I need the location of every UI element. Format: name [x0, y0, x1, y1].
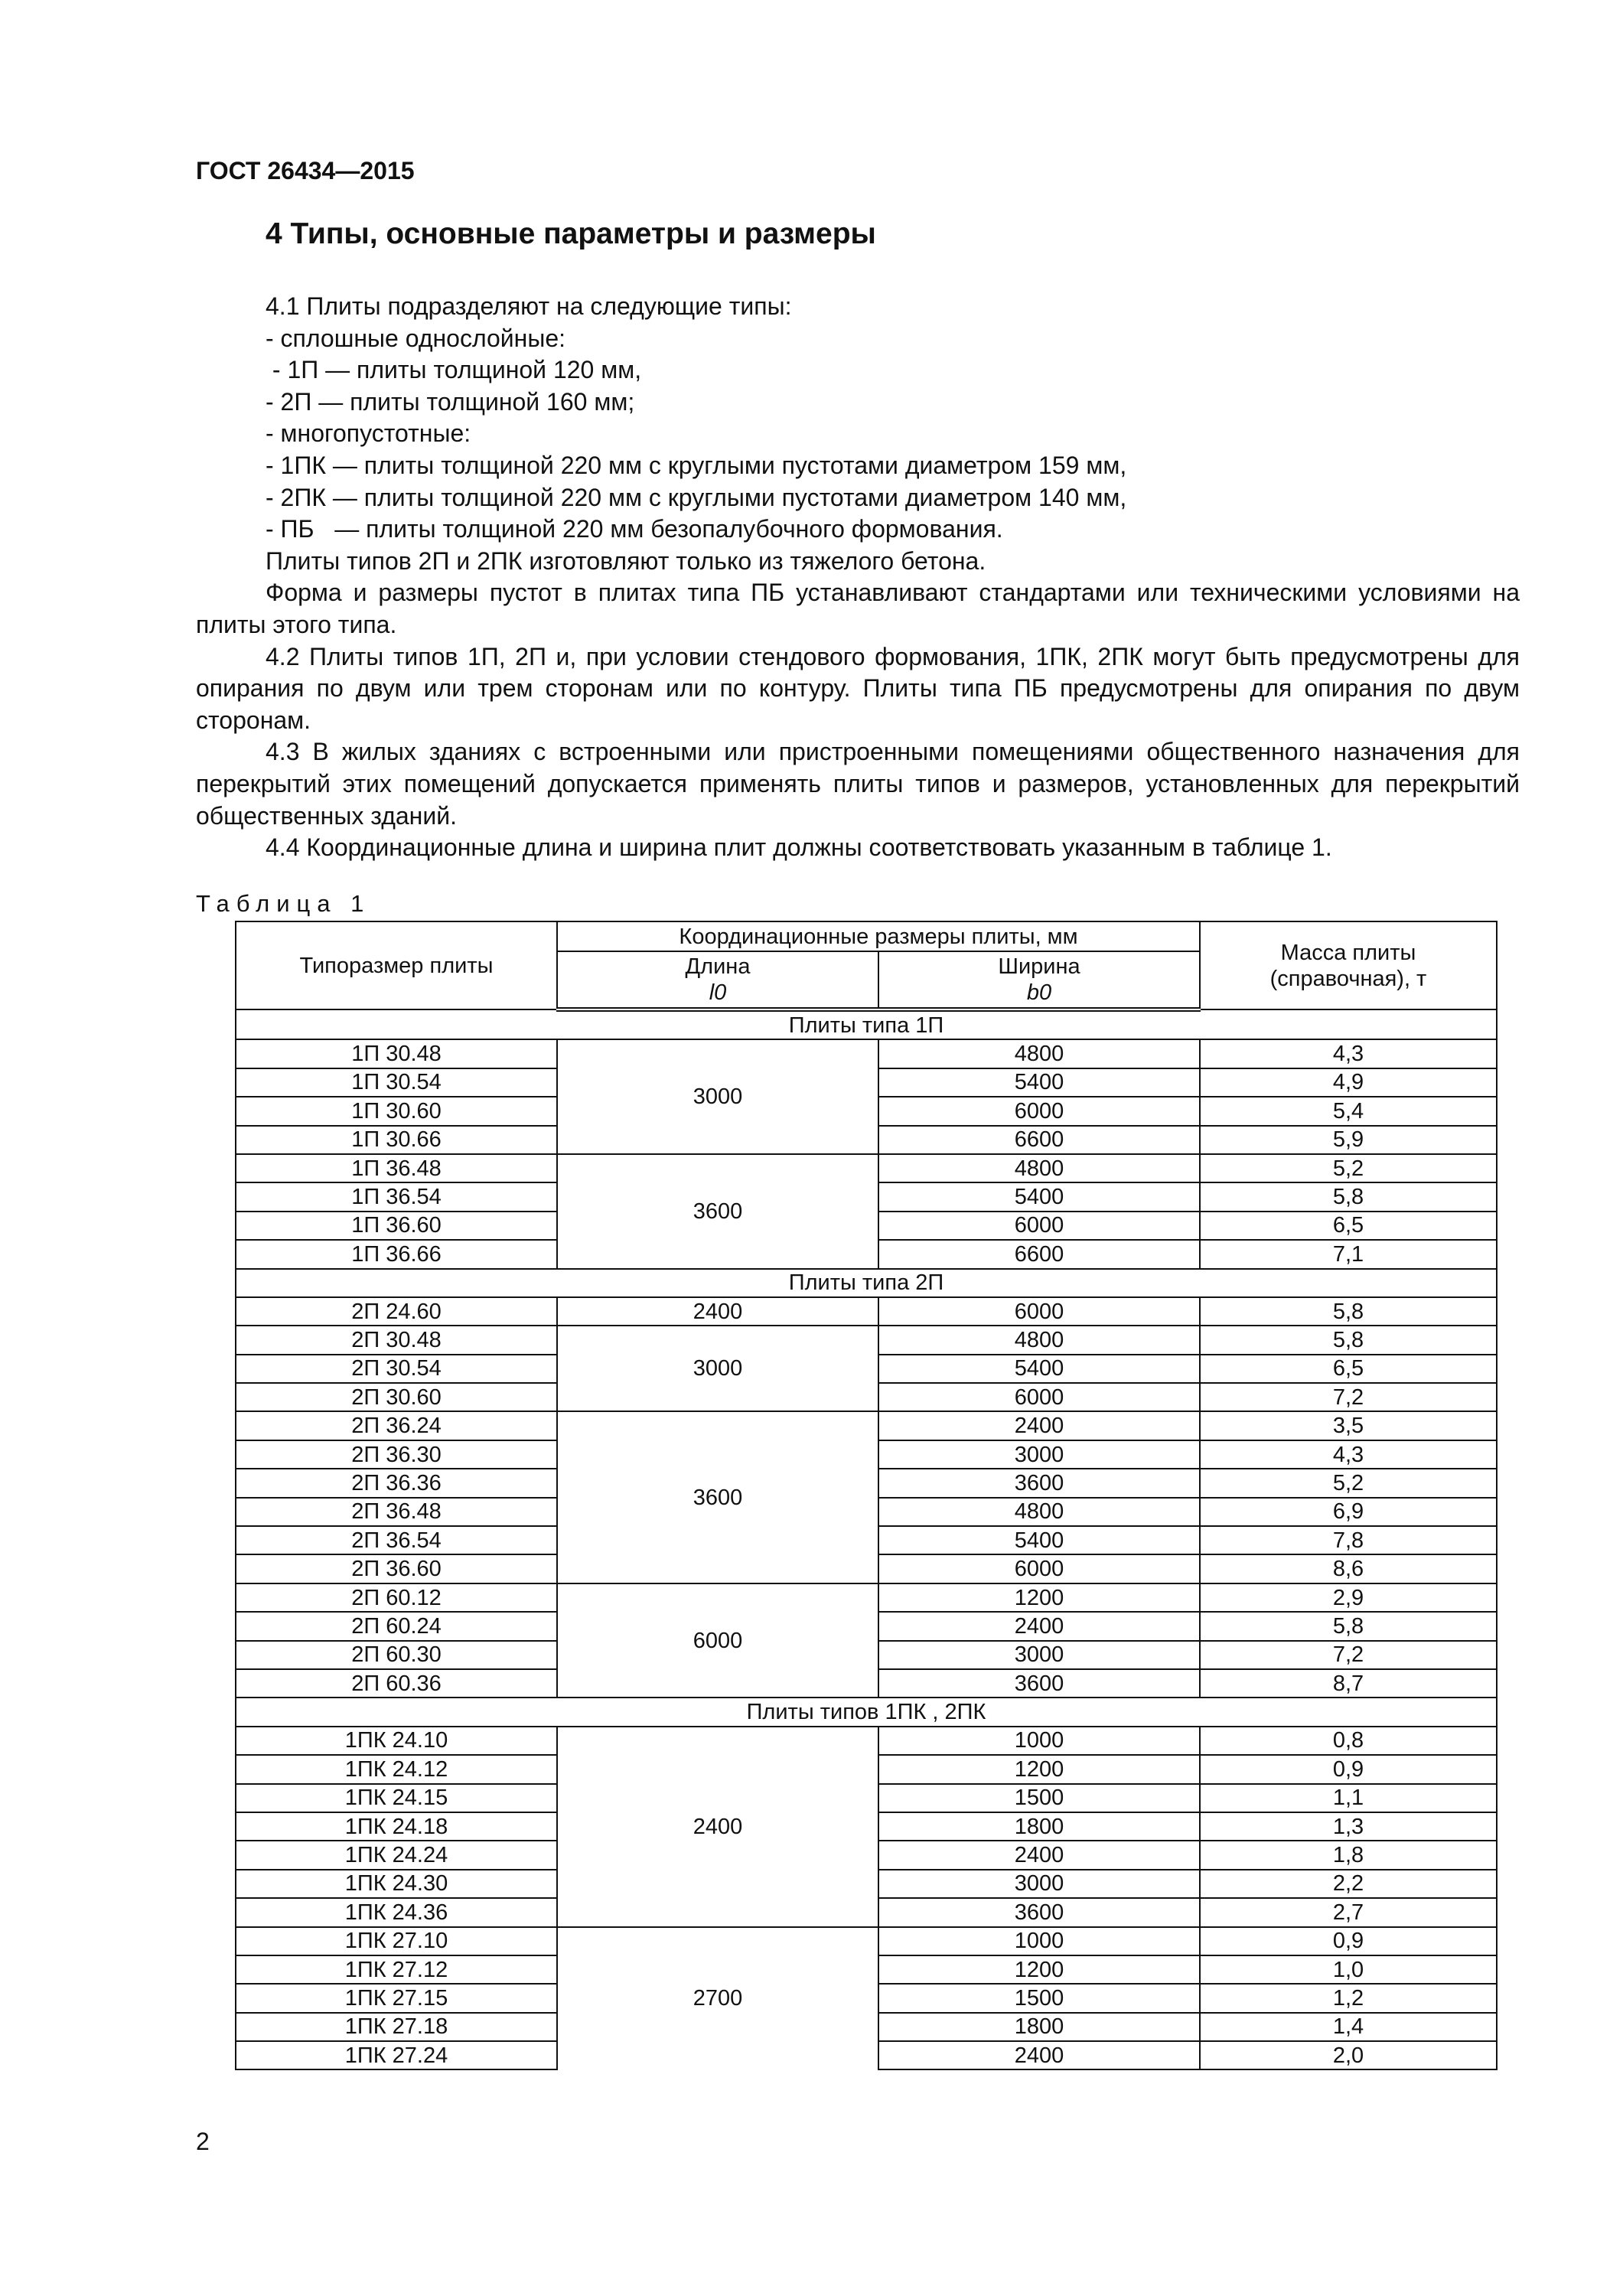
- table-row: [236, 1927, 1497, 1955]
- cell-width: 1200: [878, 1755, 1200, 1783]
- cell-mass: 5,4: [1200, 1097, 1497, 1125]
- cell-width: 3600: [878, 1898, 1200, 1926]
- cell-mass: 7,2: [1200, 1383, 1497, 1411]
- list-item: - многопустотные:: [266, 419, 471, 448]
- cell-width: 4800: [878, 1039, 1200, 1068]
- cell-width: 5400: [878, 1355, 1200, 1383]
- header-length: [557, 951, 878, 1009]
- cell-type: 1ПК 24.18: [236, 1812, 557, 1841]
- cell-mass: 3,5: [1200, 1411, 1497, 1440]
- list-item: - 2П — плиты толщиной 160 мм;: [266, 387, 635, 416]
- cell-type: 1П 36.48: [236, 1154, 557, 1182]
- cell-width: 2400: [878, 1612, 1200, 1640]
- table-body: [236, 1009, 1497, 2069]
- cell-mass: 5,2: [1200, 1154, 1497, 1182]
- cell-mass: 1,2: [1200, 1984, 1497, 2012]
- cell-mass: 1,4: [1200, 2013, 1497, 2041]
- list-item: - 1ПК — плиты толщиной 220 мм с круглыми пустотами диаметром 159 мм,: [266, 451, 1127, 479]
- cell-width: 6600: [878, 1240, 1200, 1268]
- cell-length: 6000: [557, 1583, 878, 1698]
- cell-width: 4800: [878, 1154, 1200, 1182]
- cell-type: 2П 36.48: [236, 1498, 557, 1526]
- table-row: [236, 1583, 1497, 1612]
- header-mass-label: Масса плиты (справочная), т: [1269, 940, 1427, 991]
- cell-type: 1ПК 24.12: [236, 1755, 557, 1783]
- cell-width: 6000: [878, 1554, 1200, 1583]
- cell-width: 5400: [878, 1182, 1200, 1211]
- header-coord: Координационные размеры плиты, мм: [557, 921, 1200, 951]
- cell-mass: 4,3: [1200, 1440, 1497, 1469]
- cell-type: 1ПК 27.24: [236, 2041, 557, 2069]
- cell-length: 2700: [557, 1927, 878, 2070]
- cell-type: 2П 60.36: [236, 1669, 557, 1698]
- cell-width: 6000: [878, 1297, 1200, 1326]
- table-row: [236, 1297, 1497, 1326]
- paragraph: Плиты типов 2П и 2ПК изготовляют только из тяжелого бетона.: [266, 546, 986, 575]
- cell-type: 1П 30.48: [236, 1039, 557, 1068]
- cell-mass: 1,3: [1200, 1812, 1497, 1841]
- cell-mass: 2,2: [1200, 1870, 1497, 1898]
- document-id: ГОСТ 26434—2015: [196, 157, 415, 184]
- cell-width: 6600: [878, 1126, 1200, 1154]
- header-length-symbol: l0: [709, 980, 727, 1005]
- table-row: [236, 1039, 1497, 1068]
- cell-mass: 7,8: [1200, 1526, 1497, 1554]
- cell-width: 2400: [878, 1841, 1200, 1869]
- cell-mass: 5,8: [1200, 1297, 1497, 1326]
- cell-type: 2П 36.30: [236, 1440, 557, 1469]
- cell-width: 3000: [878, 1440, 1200, 1469]
- cell-type: 1ПК 24.30: [236, 1870, 557, 1898]
- cell-width: 4800: [878, 1498, 1200, 1526]
- cell-mass: 5,8: [1200, 1182, 1497, 1211]
- section-title: Плиты типов 1ПК , 2ПК: [236, 1698, 1497, 1726]
- cell-length: 2400: [557, 1727, 878, 1927]
- cell-mass: 1,0: [1200, 1955, 1497, 1984]
- cell-mass: 1,1: [1200, 1784, 1497, 1812]
- section-heading: 4 Типы, основные параметры и размеры: [266, 217, 876, 250]
- cell-type: 1П 30.60: [236, 1097, 557, 1125]
- cell-type: 1П 30.66: [236, 1126, 557, 1154]
- header-mass: [1200, 921, 1497, 1009]
- cell-width: 3600: [878, 1469, 1200, 1497]
- cell-width: 1500: [878, 1984, 1200, 2012]
- cell-width: 6000: [878, 1212, 1200, 1240]
- cell-type: 1П 36.54: [236, 1182, 557, 1211]
- table-row: [236, 1326, 1497, 1354]
- cell-type: 2П 36.60: [236, 1554, 557, 1583]
- cell-width: 3600: [878, 1669, 1200, 1698]
- header-type: Типоразмер плиты: [236, 921, 557, 1009]
- table-caption: Таблица 1: [196, 890, 371, 917]
- section-row: [236, 1269, 1497, 1297]
- header-width-symbol: b0: [1026, 980, 1052, 1005]
- cell-width: 1000: [878, 1727, 1200, 1755]
- list-item: - 1П — плиты толщиной 120 мм,: [266, 356, 642, 384]
- section-title: Плиты типа 2П: [236, 1269, 1497, 1297]
- cell-mass: 5,2: [1200, 1469, 1497, 1497]
- cell-mass: 7,2: [1200, 1641, 1497, 1669]
- cell-width: 2400: [878, 2041, 1200, 2069]
- paragraph: 4.3 В жилых зданиях с встроенными или пристроенными помещениями общественного назначения для перекрытий этих помещений допускается применять плиты типов и размеров, установленных для перекрытий общественных зданий.: [196, 738, 1520, 830]
- cell-type: 2П 36.24: [236, 1411, 557, 1440]
- cell-length: 3600: [557, 1154, 878, 1269]
- cell-type: 2П 30.48: [236, 1326, 557, 1354]
- cell-mass: 4,3: [1200, 1039, 1497, 1068]
- cell-width: 3000: [878, 1870, 1200, 1898]
- cell-mass: 6,9: [1200, 1498, 1497, 1526]
- list-item: - ПБ — плиты толщиной 220 мм безопалубочного формования.: [266, 515, 1003, 543]
- cell-mass: 5,8: [1200, 1326, 1497, 1354]
- cell-length: 3000: [557, 1039, 878, 1154]
- cell-type: 1ПК 27.18: [236, 2013, 557, 2041]
- section-row: [236, 1698, 1497, 1726]
- cell-type: 1ПК 24.10: [236, 1727, 557, 1755]
- table-row: [236, 1154, 1497, 1182]
- cell-mass: 8,6: [1200, 1554, 1497, 1583]
- cell-type: 1ПК 27.10: [236, 1927, 557, 1955]
- cell-mass: 8,7: [1200, 1669, 1497, 1698]
- cell-type: 1П 36.60: [236, 1212, 557, 1240]
- cell-width: 5400: [878, 1068, 1200, 1097]
- cell-length: 2400: [557, 1297, 878, 1326]
- cell-mass: 0,9: [1200, 1755, 1497, 1783]
- section-title: Плиты типа 1П: [236, 1009, 1497, 1039]
- cell-width: 1800: [878, 2013, 1200, 2041]
- header-width-label: Ширина: [998, 954, 1080, 979]
- cell-mass: 2,9: [1200, 1583, 1497, 1612]
- cell-mass: 2,7: [1200, 1898, 1497, 1926]
- cell-width: 4800: [878, 1326, 1200, 1354]
- cell-type: 1ПК 24.36: [236, 1898, 557, 1926]
- cell-mass: 6,5: [1200, 1212, 1497, 1240]
- cell-type: 2П 30.60: [236, 1383, 557, 1411]
- cell-mass: 0,9: [1200, 1927, 1497, 1955]
- list-item: - 2ПК — плиты толщиной 220 мм с круглыми пустотами диаметром 140 мм,: [266, 483, 1127, 511]
- cell-mass: 5,8: [1200, 1612, 1497, 1640]
- slab-table: [235, 921, 1498, 2070]
- cell-width: 5400: [878, 1526, 1200, 1554]
- cell-mass: 1,8: [1200, 1841, 1497, 1869]
- section-row: [236, 1009, 1497, 1039]
- cell-type: 2П 36.54: [236, 1526, 557, 1554]
- list-item: - сплошные однослойные:: [266, 324, 566, 352]
- cell-width: 1200: [878, 1583, 1200, 1612]
- cell-type: 2П 60.30: [236, 1641, 557, 1669]
- cell-length: 3600: [557, 1411, 878, 1583]
- cell-width: 1000: [878, 1927, 1200, 1955]
- cell-mass: 2,0: [1200, 2041, 1497, 2069]
- cell-type: 1ПК 24.15: [236, 1784, 557, 1812]
- header-length-label: Длина: [685, 954, 751, 979]
- cell-width: 1200: [878, 1955, 1200, 1984]
- cell-type: 1П 30.54: [236, 1068, 557, 1097]
- paragraph: Форма и размеры пустот в плитах типа ПБ устанавливают стандартами или техническими условиями на плиты этого типа.: [196, 579, 1520, 638]
- cell-width: 1800: [878, 1812, 1200, 1841]
- cell-type: 2П 24.60: [236, 1297, 557, 1326]
- cell-width: 6000: [878, 1383, 1200, 1411]
- cell-type: 1ПК 27.12: [236, 1955, 557, 1984]
- cell-mass: 6,5: [1200, 1355, 1497, 1383]
- header-width: [878, 951, 1200, 1009]
- cell-mass: 0,8: [1200, 1727, 1497, 1755]
- cell-type: 2П 60.12: [236, 1583, 557, 1612]
- cell-width: 6000: [878, 1097, 1200, 1125]
- table-row: [236, 1411, 1497, 1440]
- paragraph: 4.2 Плиты типов 1П, 2П и, при условии стендового формования, 1ПК, 2ПК могут быть предусмотрены для опирания по двум или трем сторонам или по контуру. Плиты типа ПБ предусмотрены для опирания по двум сторонам.: [196, 642, 1520, 734]
- cell-type: 2П 36.36: [236, 1469, 557, 1497]
- page-number: 2: [196, 2128, 210, 2155]
- cell-type: 1ПК 27.15: [236, 1984, 557, 2012]
- cell-mass: 7,1: [1200, 1240, 1497, 1268]
- cell-type: 1ПК 24.24: [236, 1841, 557, 1869]
- cell-length: 3000: [557, 1326, 878, 1411]
- cell-width: 2400: [878, 1411, 1200, 1440]
- cell-mass: 5,9: [1200, 1126, 1497, 1154]
- paragraph: 4.4 Координационные длина и ширина плит должны соответствовать указанным в таблице 1.: [266, 833, 1332, 862]
- cell-type: 1П 36.66: [236, 1240, 557, 1268]
- body-text: [196, 291, 1520, 864]
- cell-type: 2П 60.24: [236, 1612, 557, 1640]
- cell-type: 2П 30.54: [236, 1355, 557, 1383]
- cell-width: 1500: [878, 1784, 1200, 1812]
- cell-width: 3000: [878, 1641, 1200, 1669]
- paragraph: 4.1 Плиты подразделяют на следующие типы:: [266, 292, 792, 320]
- table-row: [236, 1727, 1497, 1755]
- cell-mass: 4,9: [1200, 1068, 1497, 1097]
